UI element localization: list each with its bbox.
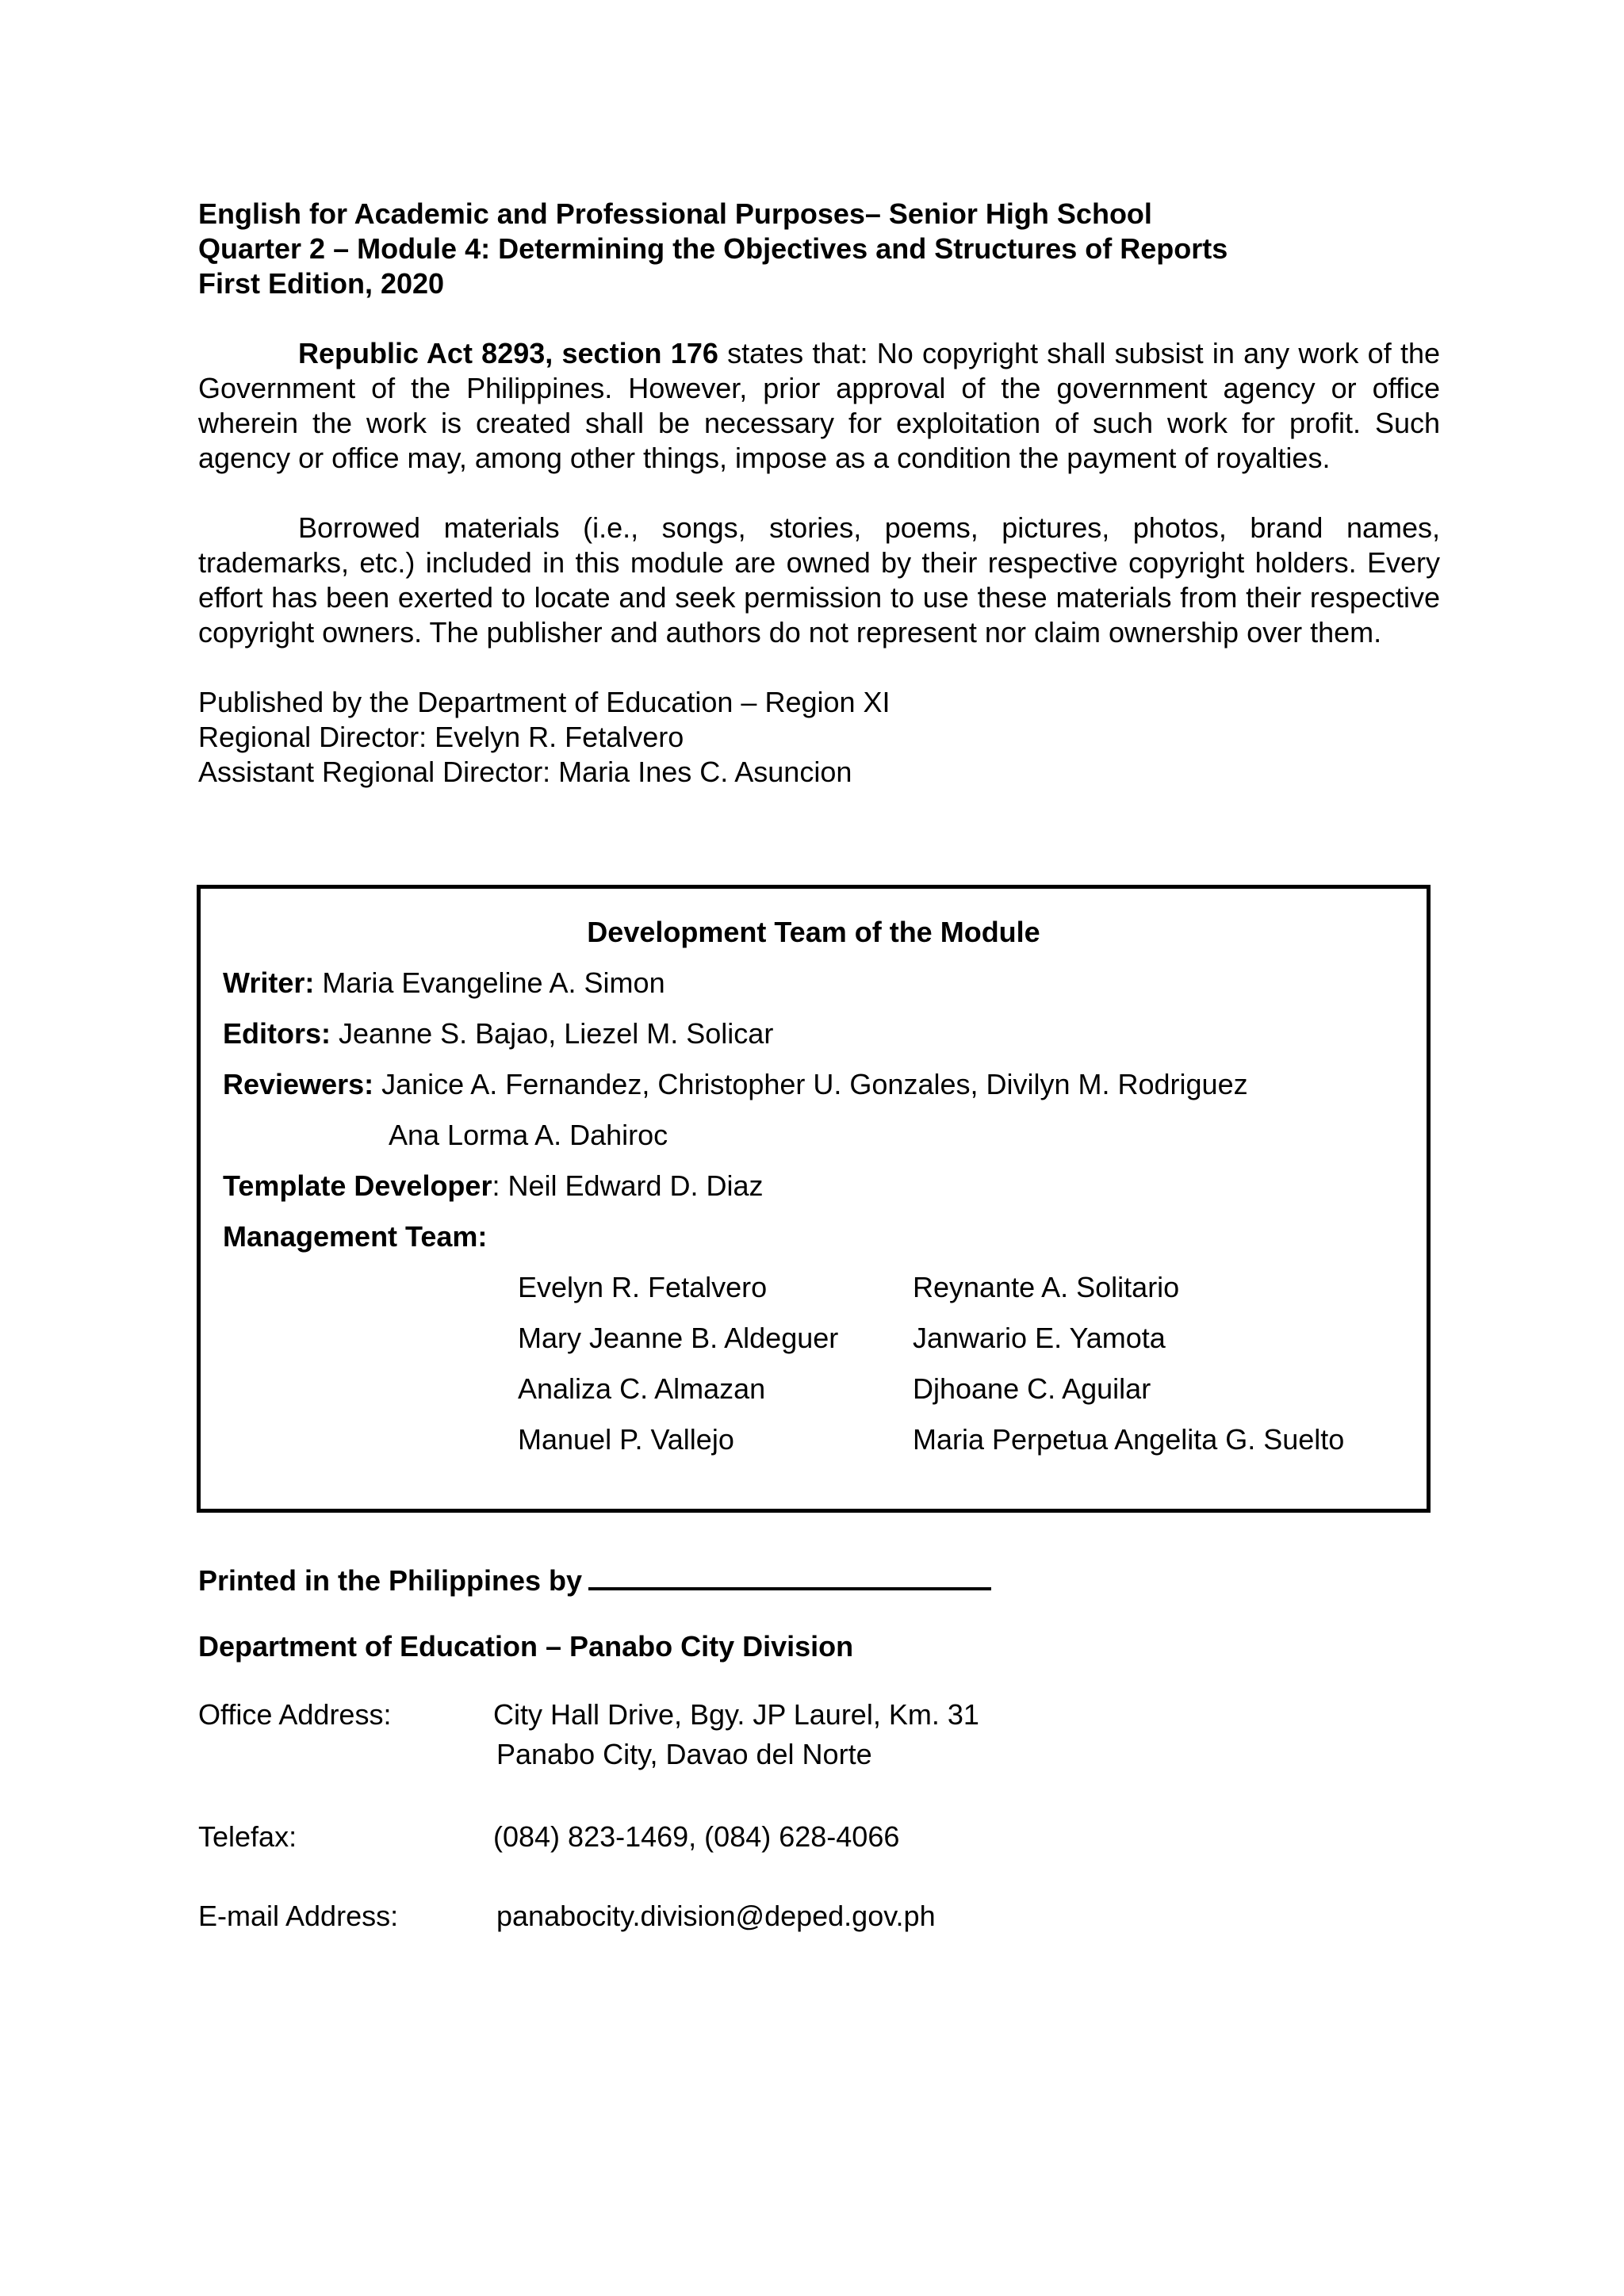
module-title-line: English for Academic and Professional Purposes– Senior High School (198, 197, 1152, 230)
borrowed-materials-paragraph: Borrowed materials (i.e., songs, stories, poems, pictures, photos, brand names, trademarks, etc.) included in this module are owned by their respective copyright holders. Every effort has been exerted to locate and seek permission to use these materials from their respective copyright owners. The publisher and authors do not represent nor claim ownership over them. (198, 511, 1440, 649)
telefax-value: (084) 823-1469, (084) 628-4066 (493, 1820, 900, 1853)
editors-line (223, 1017, 773, 1050)
printed-by-line (198, 1560, 991, 1598)
management-member: Analiza C. Almazan (518, 1372, 766, 1405)
law-text: states that: No copyright shall subsist in any work of the Government of the Philippines. However, prior approval of the government agency or office wherein the work is created shall be necessary for exploitation of such work for profit. Such agency or office may, among other things, impose as a condition the payment of royalties. (198, 337, 1440, 474)
office-address-line2: Panabo City, Davao del Norte (496, 1738, 872, 1770)
email-value[interactable]: panabocity.division@deped.gov.ph (496, 1900, 936, 1932)
copyright-paragraph (198, 336, 1440, 476)
management-member: Reynante A. Solitario (913, 1271, 1180, 1303)
management-member: Djhoane C. Aguilar (913, 1372, 1151, 1405)
development-team-box (197, 885, 1431, 1513)
office-address-label: Office Address: (198, 1698, 392, 1731)
telefax-label: Telefax: (198, 1820, 297, 1853)
published-by: Published by the Department of Education – Region XI (198, 686, 891, 718)
editors-names: Jeanne S. Bajao, Liezel M. Solicar (331, 1017, 774, 1050)
team-title: Development Team of the Module (587, 916, 1040, 948)
management-member: Mary Jeanne B. Aldeguer (518, 1322, 839, 1354)
management-member: Maria Perpetua Angelita G. Suelto (913, 1423, 1345, 1456)
division-name: Department of Education – Panabo City Division (198, 1630, 854, 1663)
office-address-line1: City Hall Drive, Bgy. JP Laurel, Km. 31 (493, 1698, 979, 1731)
management-member: Janwario E. Yamota (913, 1322, 1166, 1354)
writer-label: Writer: (223, 966, 315, 999)
module-subtitle-line: Quarter 2 – Module 4: Determining the Objectives and Structures of Reports (198, 232, 1228, 265)
assistant-director: Assistant Regional Director: Maria Ines C. Asuncion (198, 756, 852, 788)
editors-label: Editors: (223, 1017, 331, 1050)
printed-by-label: Printed in the Philippines by (198, 1564, 583, 1597)
template-developer-line (223, 1169, 764, 1203)
template-name: : Neil Edward D. Diaz (492, 1169, 764, 1202)
management-label: Management Team: (223, 1220, 488, 1253)
printer-blank (588, 1560, 991, 1590)
copyright-page (198, 197, 1440, 790)
edition-line: First Edition, 2020 (198, 267, 445, 300)
reviewers-continuation: Ana Lorma A. Dahiroc (389, 1119, 668, 1151)
email-label: E-mail Address: (198, 1900, 399, 1932)
writer-line (223, 966, 665, 1000)
template-label: Template Developer (223, 1169, 492, 1202)
reviewers-line (223, 1068, 1248, 1101)
reviewers-names: Janice A. Fernandez, Christopher U. Gonzales, Divilyn M. Rodriguez (373, 1068, 1248, 1100)
reviewers-label: Reviewers: (223, 1068, 374, 1100)
management-member: Evelyn R. Fetalvero (518, 1271, 768, 1303)
writer-name: Maria Evangeline A. Simon (314, 966, 665, 999)
management-member: Manuel P. Vallejo (518, 1423, 734, 1456)
publisher-block (198, 685, 1440, 790)
law-reference: Republic Act 8293, section 176 (298, 337, 718, 369)
regional-director: Regional Director: Evelyn R. Fetalvero (198, 721, 684, 753)
